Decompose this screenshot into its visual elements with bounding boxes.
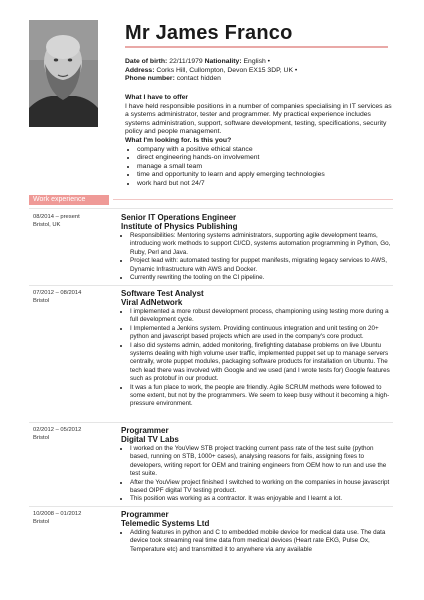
job-location: Bristol xyxy=(33,435,50,441)
section-title-work-experience: Work experience xyxy=(29,195,109,205)
job-dates: 08/2014 – present xyxy=(33,214,80,220)
name-divider xyxy=(125,46,388,48)
job-dates: 07/2012 – 08/2014 xyxy=(33,290,82,296)
job-company: Telemedic Systems Ltd xyxy=(121,519,210,528)
job-bullets xyxy=(121,308,393,409)
row-divider xyxy=(29,422,393,423)
list-item: • I Implemented a Jenkins system. Providing continuous integration and unit testing on 20+ python and javascript based projects which are used in the company's core product. xyxy=(130,325,393,342)
list-item: • time and opportunity to learn and apply emerging technologies xyxy=(137,171,393,180)
list-item: • direct engineering hands-on involvement xyxy=(137,154,393,163)
row-divider xyxy=(29,506,393,507)
offer-text: I have held responsible positions in a number of companies specialising in IT services as a systems administrator, tester and programmer. My practical experience includes systems administration, support, software development, testing, specifications, security policy and people management. xyxy=(125,102,392,136)
phone-value: contact hidden xyxy=(176,75,221,83)
phone-label: Phone number: xyxy=(125,75,175,83)
job-details xyxy=(121,510,393,554)
list-item: • I also did systems admin, added monitoring, firefighting database problems on live Ubuntu systems dealing with high volume user traffic, implemented puppet set up to manage servers centrally, wrote puppet modules, packaging software products for installation on Ubuntu. The tech lead there was involved with Google and we used (and I wrote tests for) Google features such as protobuf in our product. xyxy=(130,342,393,384)
person-photo-icon xyxy=(29,20,98,127)
job-details xyxy=(121,289,393,409)
list-item: • After the YouView project finished I switched to working on the companies in house javascript based OIPF digital TV testing product. xyxy=(130,479,393,496)
job-dates-block xyxy=(33,510,81,526)
list-item: • Responsibilities: Mentoring systems administrators, supporting agile development teams, introducing work methods to support CI/CD, systems automation programming in Python, Go, Ruby, Perl and Java. xyxy=(130,232,393,257)
job-title: Senior IT Operations Engineer xyxy=(121,213,237,222)
list-item: • company with a positive ethical stance xyxy=(137,146,393,155)
job-dates: 10/2008 – 01/2012 xyxy=(33,511,82,517)
offer-block xyxy=(125,94,393,189)
job-location: Bristol xyxy=(33,519,50,525)
list-item: • This position was working as a contractor. It was enjoyable and I learnt a lot. xyxy=(130,495,393,503)
dob-label: Date of birth: xyxy=(125,58,168,65)
list-item: • Adding features in python and C to embedded mobile device for medical data use. The data device took streaming real time data from medical devices (Heart rate EKG, Pulse Ox, Temperature etc) and transmitted it to anywhere via any available xyxy=(130,529,393,554)
job-title: Software Test Analyst xyxy=(121,289,204,298)
phone-line xyxy=(125,75,390,84)
section-divider xyxy=(113,199,393,200)
row-divider xyxy=(29,208,393,209)
address-line: Address: Corks Hill, Cullompton, Devon EX15 3DP, UK • xyxy=(125,66,298,74)
job-bullets xyxy=(121,232,393,282)
job-bullets xyxy=(121,445,393,504)
job-location: Bristol xyxy=(33,298,50,304)
job-title: Programmer xyxy=(121,510,169,519)
list-item: • It was a fun place to work, the people are friendly. Agile SCRUM methods were followed to some extent, but not by the programmers. We seem to keep busy without it becoming a high-pressure environment. xyxy=(130,384,393,409)
profile-photo xyxy=(29,20,98,127)
list-item: • I implemented a more robust development process, championing using testing more during a full development cycle. xyxy=(130,308,393,325)
job-company: Digital TV Labs xyxy=(121,435,179,444)
offer-heading: What I have to offer xyxy=(125,94,189,101)
list-item: • Currently rewriting the tooling on the CI pipeline. xyxy=(130,274,393,282)
nationality-label: Nationality: xyxy=(204,58,242,65)
list-item: • Project lead with: automated testing for puppet manifests, migrating legacy services to AWS, Dynamic Infrastructure with AWS and Docker. xyxy=(130,257,393,274)
list-item: • manage a small team xyxy=(137,163,393,172)
job-title: Programmer xyxy=(121,426,169,435)
job-company: Viral AdNetwork xyxy=(121,298,183,307)
candidate-name: Mr James Franco xyxy=(125,22,293,44)
job-details xyxy=(121,426,393,504)
job-details xyxy=(121,213,393,282)
looking-heading: What I'm looking for. Is this you? xyxy=(125,136,232,144)
job-location: Bristol, UK xyxy=(33,222,61,228)
job-dates-block xyxy=(33,426,81,442)
address-value: Corks Hill, Cullompton, Devon EX15 3DP, UK xyxy=(156,66,293,74)
dob-value: 22/11/1979 xyxy=(169,58,203,65)
row-divider xyxy=(29,285,393,286)
dob-line: Date of birth: 22/11/1979 Nationality: English • xyxy=(125,58,271,65)
address-label: Address: xyxy=(125,66,155,74)
list-item: • I worked on the YouView STB project tracking current pass rate of the test suite (python based, running on STB, 1000+ cases), analysing reasons for fails, assigning fixes to developers, writing report for OEM and training engineers from OEM how to run and use the test suite. xyxy=(130,445,393,479)
job-bullets xyxy=(121,529,393,554)
job-dates-block xyxy=(33,289,81,305)
list-item: • work hard but not 24/7 xyxy=(137,180,393,189)
looking-list xyxy=(125,146,393,189)
job-dates: 02/2012 – 05/2012 xyxy=(33,427,82,433)
job-company: Institute of Physics Publishing xyxy=(121,222,238,231)
nationality-value: English xyxy=(243,58,266,65)
job-dates-block xyxy=(33,213,80,229)
personal-info xyxy=(125,58,390,84)
